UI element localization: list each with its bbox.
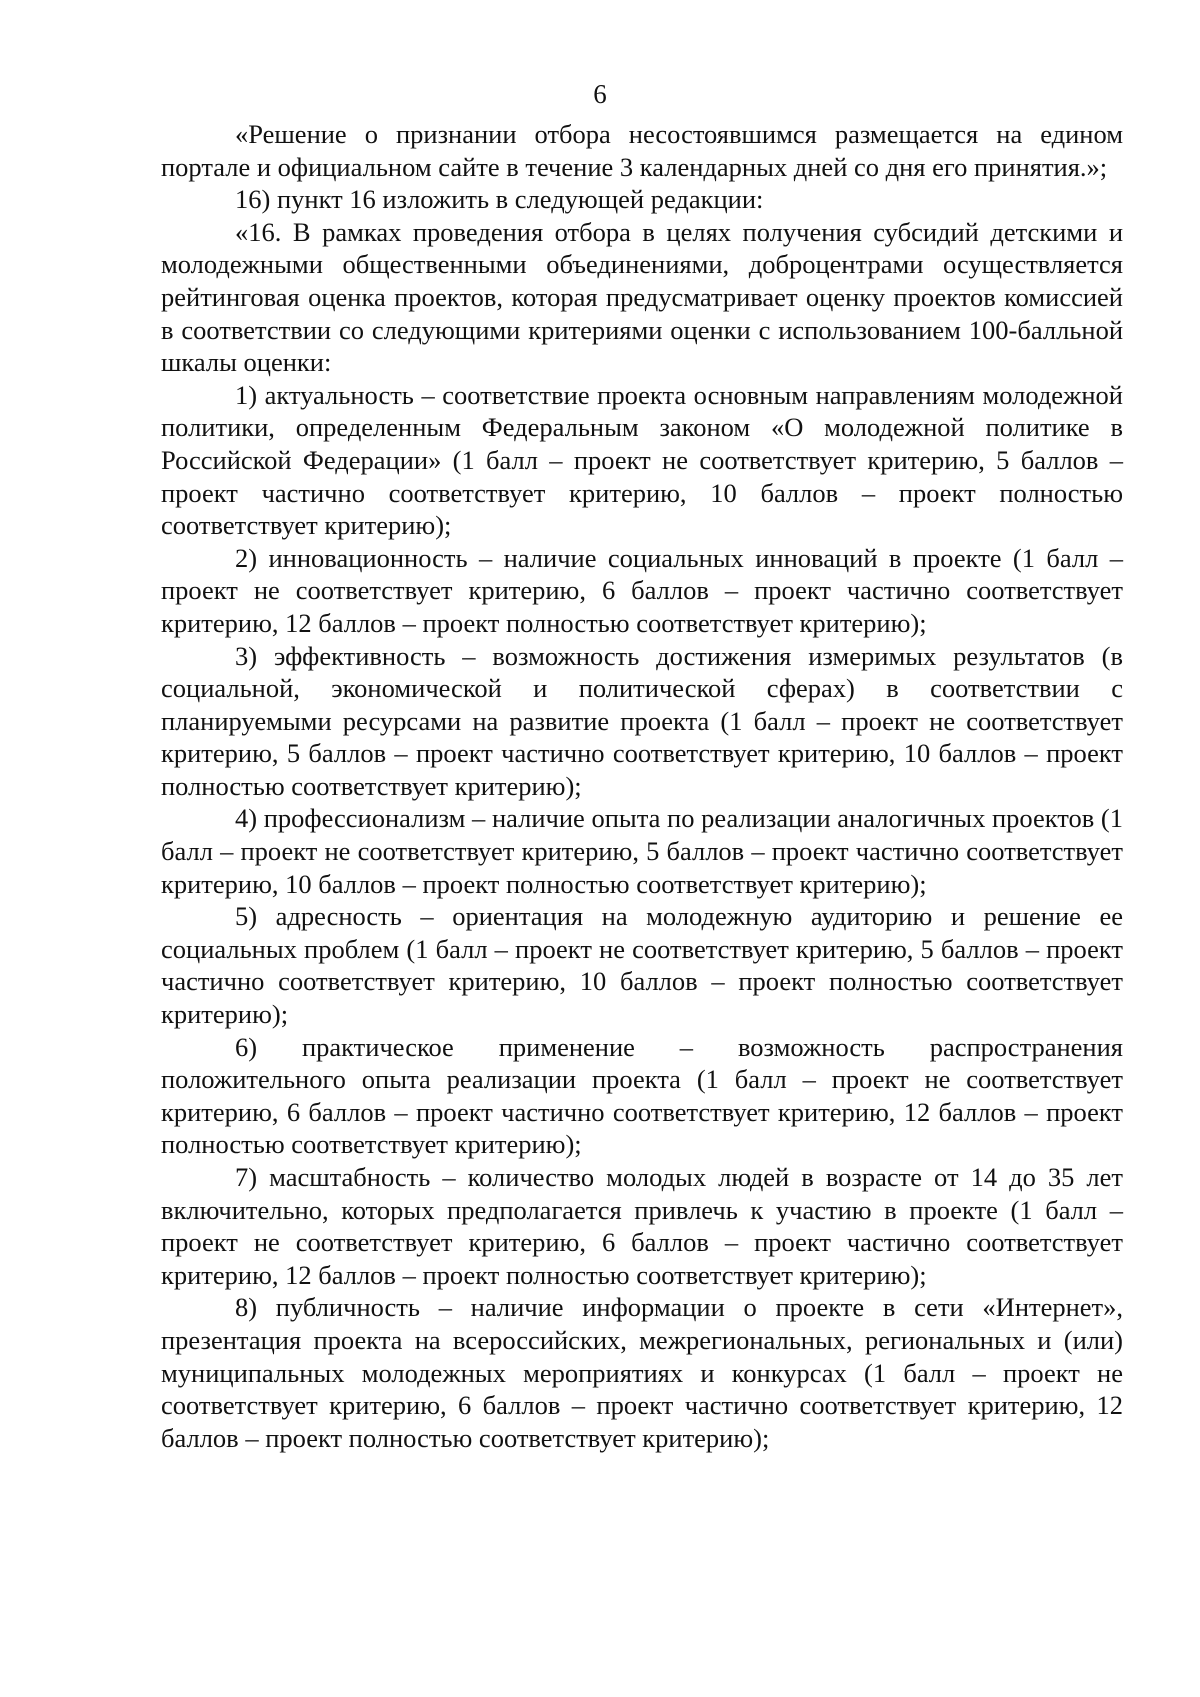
criterion-relevance: 1) актуальность – соответствие проекта основным направлениям молодежной политики, определенным Федеральным законом «О молодежной политике в Российской Федерации» (1 балл – проект не соответствует критерию, 5 баллов – проект частично соответствует критерию, 10 баллов – проект полностью соответствует критерию); xyxy=(161,379,1123,541)
criterion-innovation: 2) инновационность – наличие социальных инноваций в проекте (1 балл – проект не соответствует критерию, 6 баллов – проект частично соответствует критерию, 12 баллов – проект полностью соответствует критерию); xyxy=(161,542,1123,638)
paragraph-decision-publication: «Решение о признании отбора несостоявшимся размещается на едином портале и официальном сайте в течение 3 календарных дней со дня его принятия.»; xyxy=(161,119,1123,182)
document-body xyxy=(161,118,1123,1454)
criterion-practical-application: 6) практическое применение – возможность распространения положительного опыта реализации проекта (1 балл – проект не соответствует критерию, 6 баллов – проект частично соответствует критерию, 12 баллов – проект полностью соответствует критерию); xyxy=(161,1031,1123,1160)
criterion-publicity: 8) публичность – наличие информации о проекте в сети «Интернет», презентация проекта на всероссийских, межрегиональных, региональных и (или) муниципальных молодежных мероприятиях и конкурсах (1 балл – проект не соответствует критерию, 6 баллов – проект частично соответствует критерию, 12 баллов – проект полностью соответствует критерию); xyxy=(161,1292,1123,1453)
criterion-professionalism: 4) профессионализм – наличие опыта по реализации аналогичных проектов (1 балл – проект не соответствует критерию, 5 баллов – проект частично соответствует критерию, 10 баллов – проект полностью соответствует критерию); xyxy=(161,803,1123,899)
paragraph-item-16-amendment: 16) пункт 16 изложить в следующей редакции: xyxy=(235,184,764,215)
criterion-scale: 7) масштабность – количество молодых людей в возрасте от 14 до 35 лет включительно, которых предполагается привлечь к участию в проекте (1 балл – проект не соответствует критерию, 6 баллов – проект частично соответствует критерию, 12 баллов – проект полностью соответствует критерию); xyxy=(161,1162,1123,1290)
criterion-effectiveness: 3) эффективность – возможность достижения измеримых результатов (в социальной, экономической и политической сферах) в соответствии с планируемыми ресурсами на развитие проекта (1 балл – проект не соответствует критерию, 5 баллов – проект частично соответствует критерию, 10 баллов – проект полностью соответствует критерию); xyxy=(161,640,1123,801)
page-number: 6 xyxy=(593,79,607,109)
criterion-targeting: 5) адресность – ориентация на молодежную аудиторию и решение ее социальных проблем (1 балл – проект не соответствует критерию, 5 баллов – проект частично соответствует критерию, 10 баллов – проект полностью соответствует критерию); xyxy=(161,901,1123,1030)
paragraph-rating-evaluation: «16. В рамках проведения отбора в целях получения субсидий детскими и молодежными общественными объединениями, доброцентрами осуществляется рейтинговая оценка проектов, которая предусматривает оценку проектов комиссией в соответствии со следующими критериями оценки с использованием 100-балльной шкалы оценки: xyxy=(161,216,1123,378)
